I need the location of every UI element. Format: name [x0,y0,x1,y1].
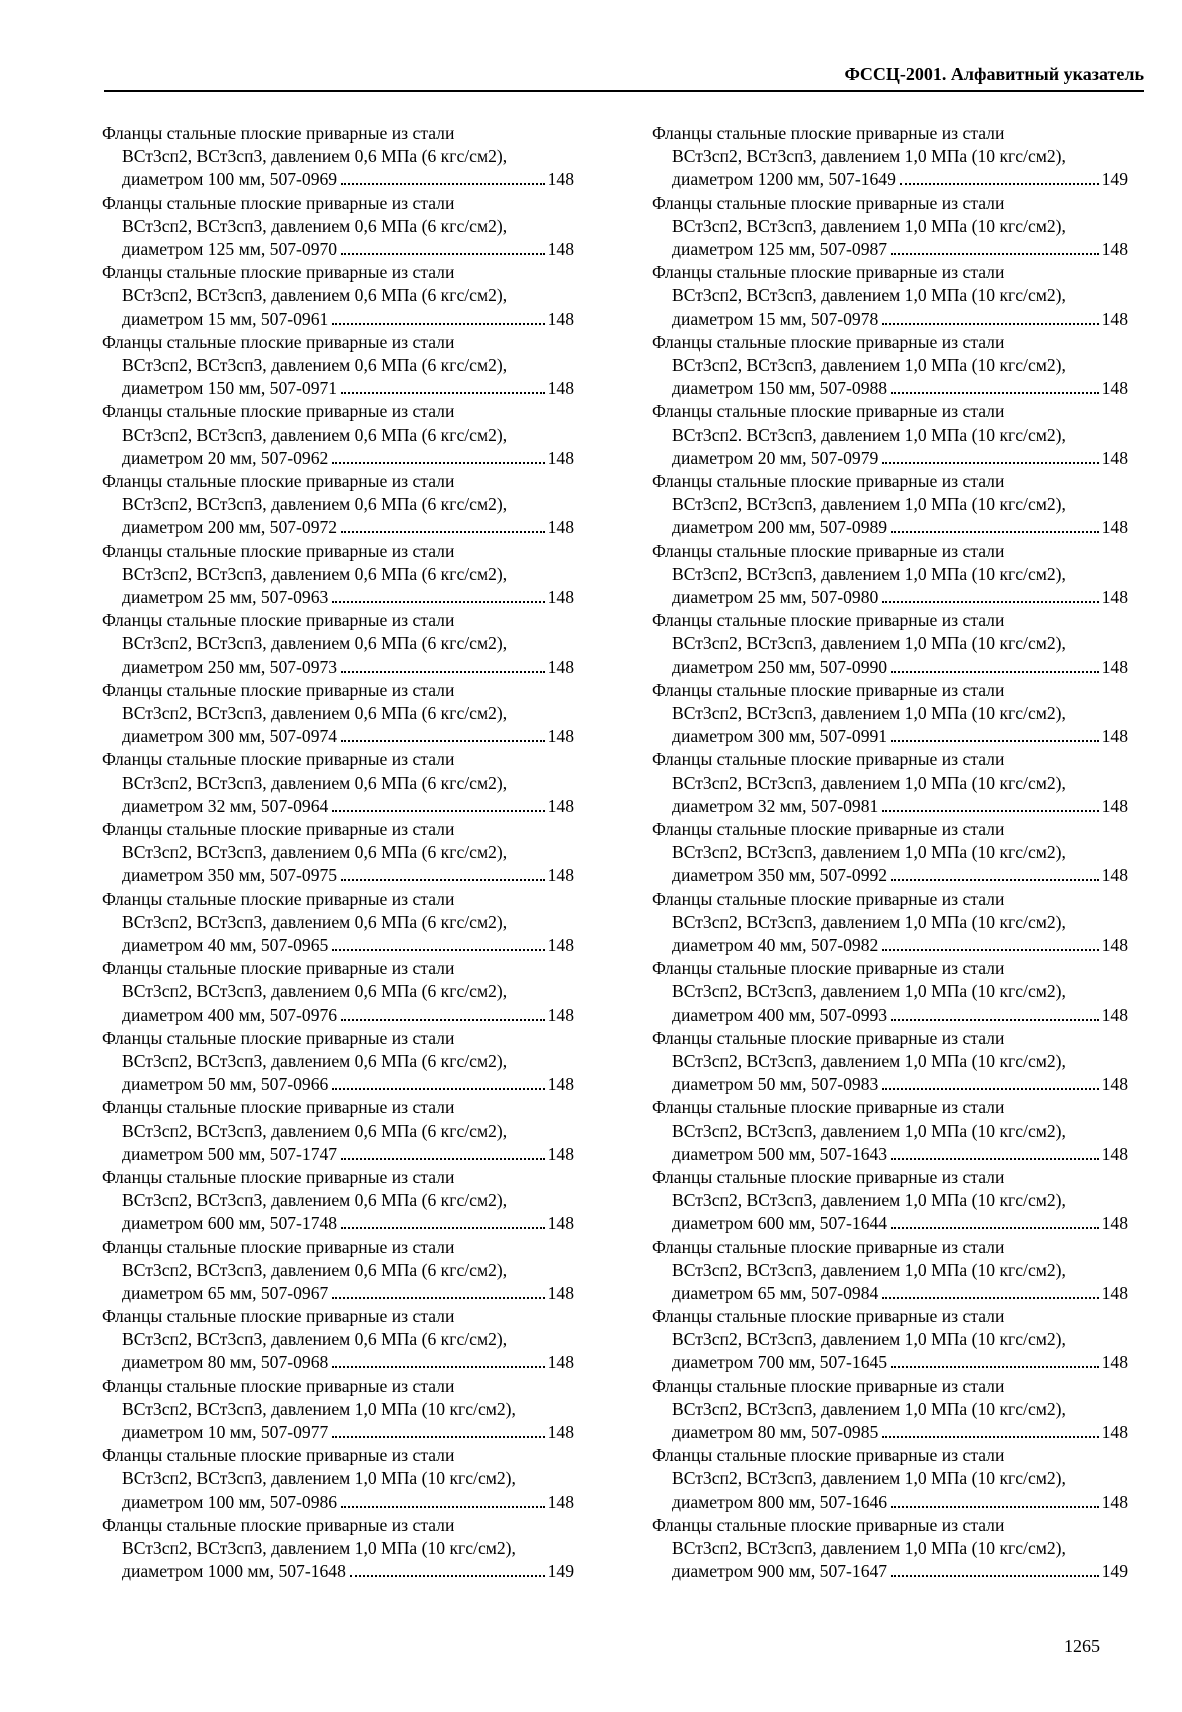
dot-leader [882,810,1098,812]
entry-diameter-code: диаметром 40 мм, 507-0982 [672,934,879,955]
entry-line-3 [652,238,1128,261]
dot-leader [332,601,544,603]
entry-line-1: Фланцы стальные плоские приварные из стали [102,1306,455,1327]
entry-page-ref: 148 [547,1004,574,1025]
entry-line-2: ВСт3сп2, ВСт3сп3, давлением 1,0 МПа (10 кгс/см2), [122,1538,516,1559]
entry-line-2: ВСт3сп2, ВСт3сп3, давлением 0,6 МПа (6 кгс/см2), [122,772,508,793]
entry-line-2: ВСт3сп2, ВСт3сп3, давлением 1,0 МПа (10 кгс/см2), [672,354,1066,375]
entry-line-3 [652,308,1128,331]
entry-line-2: ВСт3сп2, ВСт3сп3, давлением 0,6 МПа (6 кгс/см2), [122,702,508,723]
entry-page-ref: 148 [1101,586,1128,607]
dot-leader [332,810,544,812]
dot-leader [332,1436,544,1438]
entry-line-2: ВСт3сп2, ВСт3сп3, давлением 1,0 МПа (10 кгс/см2), [672,1538,1066,1559]
entry-line-2: ВСт3сп2, ВСт3сп3, давлением 1,0 МПа (10 кгс/см2), [672,702,1066,723]
index-entry [652,679,1128,749]
index-entry [652,400,1128,470]
entry-diameter-code: диаметром 900 мм, 507-1647 [672,1561,888,1582]
entry-line-2: ВСт3сп2, ВСт3сп3, давлением 1,0 МПа (10 кгс/см2), [672,911,1066,932]
index-entry [102,331,574,401]
entry-diameter-code: диаметром 300 мм, 507-0974 [122,726,338,747]
entry-line-1: Фланцы стальные плоские приварные из стали [652,888,1005,909]
index-entry [102,1027,574,1097]
entry-diameter-code: диаметром 600 мм, 507-1644 [672,1213,888,1234]
index-entry [102,1305,574,1375]
entry-line-2: ВСт3сп2, ВСт3сп3, давлением 0,6 МПа (6 кгс/см2), [122,354,508,375]
dot-leader [882,601,1098,603]
dot-leader [332,1297,544,1299]
entry-diameter-code: диаметром 80 мм, 507-0985 [672,1422,879,1443]
entry-line-3 [652,168,1128,191]
entry-page-ref: 148 [547,865,574,886]
entry-line-2: ВСт3сп2, ВСт3сп3, давлением 1,0 МПа (10 кгс/см2), [672,1259,1066,1280]
entry-line-1: Фланцы стальные плоские приварные из стали [102,888,455,909]
entry-line-1: Фланцы стальные плоские приварные из стали [102,1236,455,1257]
entry-line-3 [102,1073,574,1096]
entry-diameter-code: диаметром 50 мм, 507-0983 [672,1074,879,1095]
entry-line-2: ВСт3сп2, ВСт3сп3, давлением 1,0 МПа (10 кгс/см2), [672,1329,1066,1350]
entry-line-2: ВСт3сп2, ВСт3сп3, давлением 1,0 МПа (10 кгс/см2), [672,1120,1066,1141]
entry-diameter-code: диаметром 250 мм, 507-0973 [122,656,338,677]
dot-leader [341,879,545,881]
index-entry [102,1375,574,1445]
entry-page-ref: 149 [1101,1561,1128,1582]
entry-page-ref: 148 [547,1213,574,1234]
entry-diameter-code: диаметром 800 мм, 507-1646 [672,1491,888,1512]
entry-page-ref: 148 [547,726,574,747]
entry-line-3 [652,934,1128,957]
entry-line-3 [102,864,574,887]
entry-line-1: Фланцы стальные плоские приварные из стали [102,401,455,422]
entry-line-3 [652,377,1128,400]
entry-line-3 [102,1004,574,1027]
entry-line-1: Фланцы стальные плоские приварные из стали [652,1027,1005,1048]
dot-leader [332,1088,544,1090]
entry-line-3 [102,377,574,400]
dot-leader [891,879,1099,881]
entry-page-ref: 148 [547,1491,574,1512]
index-entry [652,331,1128,401]
entry-page-ref: 148 [1101,378,1128,399]
entry-line-2: ВСт3сп2, ВСт3сп3, давлением 1,0 МПа (10 кгс/см2), [672,215,1066,236]
entry-line-2: ВСт3сп2, ВСт3сп3, давлением 0,6 МПа (6 кгс/см2), [122,563,508,584]
entry-diameter-code: диаметром 32 мм, 507-0964 [122,795,329,816]
entry-line-2: ВСт3сп2, ВСт3сп3, давлением 1,0 МПа (10 кгс/см2), [672,494,1066,515]
entry-diameter-code: диаметром 1200 мм, 507-1649 [672,169,896,190]
entry-diameter-code: диаметром 15 мм, 507-0978 [672,308,879,329]
entry-line-2: ВСт3сп2, ВСт3сп3, давлением 1,0 МПа (10 кгс/см2), [672,981,1066,1002]
entry-line-2: ВСт3сп2, ВСт3сп3, давлением 1,0 МПа (10 кгс/см2), [672,1190,1066,1211]
index-entry [102,192,574,262]
entry-line-3 [652,1073,1128,1096]
header-rule [104,90,1144,92]
entry-line-3 [652,656,1128,679]
index-entry [102,1166,574,1236]
index-entry [652,261,1128,331]
entry-line-3 [652,1491,1128,1514]
entry-diameter-code: диаметром 600 мм, 507-1748 [122,1213,338,1234]
entry-page-ref: 148 [1101,238,1128,259]
index-entry [652,1444,1128,1514]
entry-diameter-code: диаметром 20 мм, 507-0979 [672,447,879,468]
entry-line-1: Фланцы стальные плоские приварные из стали [652,262,1005,283]
entry-line-3 [652,1004,1128,1027]
entry-line-3 [652,1560,1128,1583]
entry-line-3 [102,516,574,539]
dot-leader [882,323,1098,325]
entry-line-3 [102,795,574,818]
entry-diameter-code: диаметром 100 мм, 507-0969 [122,169,338,190]
entry-line-1: Фланцы стальные плоские приварные из стали [102,331,455,352]
index-entry [102,122,574,192]
dot-leader [891,531,1099,533]
entry-diameter-code: диаметром 50 мм, 507-0966 [122,1074,329,1095]
entry-line-3 [102,1491,574,1514]
entry-diameter-code: диаметром 25 мм, 507-0980 [672,586,879,607]
entry-line-1: Фланцы стальные плоские приварные из стали [102,958,455,979]
index-entry [102,261,574,331]
dot-leader [341,531,545,533]
entry-line-1: Фланцы стальные плоские приварные из стали [652,749,1005,770]
index-entry [102,1096,574,1166]
entry-line-1: Фланцы стальные плоские приварные из стали [652,1445,1005,1466]
entry-diameter-code: диаметром 300 мм, 507-0991 [672,726,888,747]
entry-page-ref: 148 [547,934,574,955]
entry-line-1: Фланцы стальные плоские приварные из стали [102,1166,455,1187]
entry-line-3 [102,168,574,191]
entry-page-ref: 148 [547,238,574,259]
dot-leader [891,1227,1099,1229]
entry-line-2: ВСт3сп2, ВСт3сп3, давлением 1,0 МПа (10 кгс/см2), [672,772,1066,793]
dot-leader [891,671,1099,673]
entry-page-ref: 148 [547,1422,574,1443]
entry-diameter-code: диаметром 400 мм, 507-0976 [122,1004,338,1025]
entry-page-ref: 148 [547,447,574,468]
dot-leader [882,949,1098,951]
entry-diameter-code: диаметром 250 мм, 507-0990 [672,656,888,677]
entry-line-3 [652,864,1128,887]
entry-line-1: Фланцы стальные плоские приварные из стали [652,192,1005,213]
entry-diameter-code: диаметром 200 мм, 507-0989 [672,517,888,538]
index-entry [652,1236,1128,1306]
index-entry [652,540,1128,610]
dot-leader [891,253,1099,255]
entry-line-3 [102,238,574,261]
dot-leader [341,183,545,185]
entry-line-1: Фланцы стальные плоские приварные из стали [652,679,1005,700]
entry-line-2: ВСт3сп2, ВСт3сп3, давлением 1,0 МПа (10 кгс/см2), [672,146,1066,167]
entry-line-1: Фланцы стальные плоские приварные из стали [652,470,1005,491]
entry-page-ref: 148 [1101,1422,1128,1443]
index-entry [652,1166,1128,1236]
entry-page-ref: 148 [1101,1491,1128,1512]
dot-leader [341,1158,545,1160]
entry-diameter-code: диаметром 1000 мм, 507-1648 [122,1561,346,1582]
entry-line-2: ВСт3сп2, ВСт3сп3, давлением 0,6 МПа (6 кгс/см2), [122,842,508,863]
entry-page-ref: 148 [547,1143,574,1164]
entry-line-3 [652,725,1128,748]
entry-page-ref: 148 [547,656,574,677]
dot-leader [900,183,1099,185]
entry-page-ref: 148 [1101,1004,1128,1025]
entry-line-2: ВСт3сп2. ВСт3сп3, давлением 1,0 МПа (10 кгс/см2), [672,424,1066,445]
entry-line-1: Фланцы стальные плоские приварные из стали [102,1097,455,1118]
dot-leader [891,1019,1099,1021]
entry-page-ref: 148 [1101,1213,1128,1234]
entry-line-3 [652,795,1128,818]
entry-page-ref: 148 [547,1074,574,1095]
index-entry [652,957,1128,1027]
dot-leader [350,1575,545,1577]
entry-line-1: Фланцы стальные плоские приварные из стали [102,1375,455,1396]
entry-page-ref: 148 [1101,865,1128,886]
entry-page-ref: 148 [1101,795,1128,816]
entry-line-2: ВСт3сп2, ВСт3сп3, давлением 1,0 МПа (10 кгс/см2), [672,1050,1066,1071]
index-entry [102,888,574,958]
entry-line-3 [652,1351,1128,1374]
dot-leader [332,949,544,951]
entry-line-1: Фланцы стальные плоские приварные из стали [102,610,455,631]
entry-line-1: Фланцы стальные плоские приварные из стали [652,958,1005,979]
index-entry [102,609,574,679]
entry-diameter-code: диаметром 80 мм, 507-0968 [122,1352,329,1373]
entry-line-3 [102,725,574,748]
index-entry [102,400,574,470]
entry-diameter-code: диаметром 500 мм, 507-1747 [122,1143,338,1164]
entry-page-ref: 148 [547,517,574,538]
index-entry [652,470,1128,540]
dot-leader [341,740,545,742]
index-entry [652,192,1128,262]
entry-line-2: ВСт3сп2, ВСт3сп3, давлением 0,6 МПа (6 кгс/см2), [122,1259,508,1280]
entry-page-ref: 148 [1101,447,1128,468]
index-column-left [102,122,574,1583]
entry-line-3 [102,1560,574,1583]
entry-line-1: Фланцы стальные плоские приварные из стали [652,1375,1005,1396]
entry-line-2: ВСт3сп2, ВСт3сп3, давлением 0,6 МПа (6 кгс/см2), [122,146,508,167]
entry-line-2: ВСт3сп2, ВСт3сп3, давлением 1,0 МПа (10 кгс/см2), [122,1398,516,1419]
entry-line-1: Фланцы стальные плоские приварные из стали [652,123,1005,143]
index-entry [102,679,574,749]
entry-line-1: Фланцы стальные плоские приварные из стали [652,1514,1005,1535]
dot-leader [332,462,544,464]
dot-leader [891,392,1099,394]
entry-diameter-code: диаметром 125 мм, 507-0987 [672,238,888,259]
entry-page-ref: 148 [1101,934,1128,955]
index-entry [652,609,1128,679]
entry-line-3 [102,934,574,957]
dot-leader [332,1366,544,1368]
index-entry [102,1444,574,1514]
entry-page-ref: 148 [547,1352,574,1373]
entry-line-2: ВСт3сп2, ВСт3сп3, давлением 1,0 МПа (10 кгс/см2), [672,1398,1066,1419]
entry-line-2: ВСт3сп2, ВСт3сп3, давлением 0,6 МПа (6 кгс/см2), [122,1120,508,1141]
entry-line-1: Фланцы стальные плоские приварные из стали [102,123,455,143]
entry-line-2: ВСт3сп2, ВСт3сп3, давлением 0,6 МПа (6 кгс/см2), [122,911,508,932]
index-entry [102,818,574,888]
entry-line-1: Фланцы стальные плоские приварные из стали [652,1166,1005,1187]
entry-line-1: Фланцы стальные плоские приварные из стали [102,1445,455,1466]
dot-leader [341,392,545,394]
dot-leader [882,1088,1098,1090]
entry-line-1: Фланцы стальные плоские приварные из стали [102,470,455,491]
entry-diameter-code: диаметром 40 мм, 507-0965 [122,934,329,955]
entry-diameter-code: диаметром 500 мм, 507-1643 [672,1143,888,1164]
entry-page-ref: 149 [547,1561,574,1582]
entry-line-1: Фланцы стальные плоские приварные из стали [102,1027,455,1048]
dot-leader [882,462,1098,464]
entry-line-3 [652,1143,1128,1166]
entry-line-1: Фланцы стальные плоские приварные из стали [102,262,455,283]
entry-diameter-code: диаметром 32 мм, 507-0981 [672,795,879,816]
dot-leader [891,1158,1099,1160]
dot-leader [341,1019,545,1021]
entry-line-1: Фланцы стальные плоские приварные из стали [652,610,1005,631]
index-entry [652,1514,1128,1584]
dot-leader [341,1227,545,1229]
entry-diameter-code: диаметром 200 мм, 507-0972 [122,517,338,538]
entry-diameter-code: диаметром 150 мм, 507-0971 [122,378,338,399]
entry-line-2: ВСт3сп2, ВСт3сп3, давлением 1,0 МПа (10 кгс/см2), [672,1468,1066,1489]
entry-diameter-code: диаметром 700 мм, 507-1645 [672,1352,888,1373]
entry-line-3 [102,1143,574,1166]
entry-diameter-code: диаметром 25 мм, 507-0963 [122,586,329,607]
entry-diameter-code: диаметром 10 мм, 507-0977 [122,1422,329,1443]
index-entry [102,1236,574,1306]
index-entry [102,470,574,540]
entry-line-2: ВСт3сп2, ВСт3сп3, давлением 1,0 МПа (10 кгс/см2), [672,563,1066,584]
index-entry [652,748,1128,818]
entry-line-3 [652,447,1128,470]
entry-line-1: Фланцы стальные плоские приварные из стали [652,1236,1005,1257]
entry-line-2: ВСт3сп2, ВСт3сп3, давлением 0,6 МПа (6 кгс/см2), [122,633,508,654]
entry-page-ref: 148 [1101,1352,1128,1373]
entry-line-3 [102,586,574,609]
entry-line-3 [652,1282,1128,1305]
entry-line-1: Фланцы стальные плоские приварные из стали [102,1514,455,1535]
entry-diameter-code: диаметром 350 мм, 507-0975 [122,865,338,886]
entry-page-ref: 148 [547,169,574,190]
entry-line-1: Фланцы стальные плоские приварные из стали [652,1306,1005,1327]
dot-leader [341,253,545,255]
entry-line-2: ВСт3сп2, ВСт3сп3, давлением 0,6 МПа (6 кгс/см2), [122,285,508,306]
entry-line-1: Фланцы стальные плоские приварные из стали [652,1097,1005,1118]
entry-line-1: Фланцы стальные плоские приварные из стали [652,540,1005,561]
entry-line-1: Фланцы стальные плоские приварные из стали [102,818,455,839]
entry-page-ref: 148 [1101,517,1128,538]
entry-page-ref: 148 [547,586,574,607]
entry-line-3 [652,1421,1128,1444]
index-entry [652,818,1128,888]
entry-diameter-code: диаметром 65 мм, 507-0984 [672,1282,879,1303]
entry-page-ref: 148 [1101,656,1128,677]
index-entry [652,1305,1128,1375]
entry-line-1: Фланцы стальные плоские приварные из стали [652,331,1005,352]
entry-line-3 [652,516,1128,539]
dot-leader [332,323,544,325]
index-entry [652,1375,1128,1445]
index-entry [102,957,574,1027]
entry-page-ref: 148 [547,1282,574,1303]
entry-line-3 [102,656,574,679]
entry-line-3 [102,1351,574,1374]
entry-line-2: ВСт3сп2, ВСт3сп3, давлением 0,6 МПа (6 кгс/см2), [122,1329,508,1350]
dot-leader [891,740,1099,742]
index-entry [652,888,1128,958]
entry-diameter-code: диаметром 15 мм, 507-0961 [122,308,329,329]
dot-leader [341,1506,545,1508]
entry-page-ref: 148 [547,795,574,816]
entry-line-2: ВСт3сп2, ВСт3сп3, давлением 1,0 МПа (10 кгс/см2), [672,842,1066,863]
entry-line-1: Фланцы стальные плоские приварные из стали [102,540,455,561]
entry-line-2: ВСт3сп2, ВСт3сп3, давлением 0,6 МПа (6 кгс/см2), [122,424,508,445]
dot-leader [891,1506,1099,1508]
entry-line-2: ВСт3сп2, ВСт3сп3, давлением 0,6 МПа (6 кгс/см2), [122,215,508,236]
index-entry [652,1096,1128,1166]
index-entry [652,1027,1128,1097]
entry-line-1: Фланцы стальные плоские приварные из стали [102,192,455,213]
entry-line-2: ВСт3сп2, ВСт3сп3, давлением 0,6 МПа (6 кгс/см2), [122,494,508,515]
page-number: 1265 [1064,1636,1100,1656]
entry-diameter-code: диаметром 100 мм, 507-0986 [122,1491,338,1512]
entry-diameter-code: диаметром 350 мм, 507-0992 [672,865,888,886]
entry-diameter-code: диаметром 65 мм, 507-0967 [122,1282,329,1303]
entry-page-ref: 148 [547,308,574,329]
running-header: ФССЦ-2001. Алфавитный указатель [844,64,1144,84]
entry-page-ref: 149 [1101,169,1128,190]
entry-page-ref: 148 [1101,308,1128,329]
entry-line-3 [652,586,1128,609]
entry-line-3 [652,1212,1128,1235]
entry-line-3 [102,1282,574,1305]
entry-diameter-code: диаметром 150 мм, 507-0988 [672,378,888,399]
entry-line-2: ВСт3сп2, ВСт3сп3, давлением 0,6 МПа (6 кгс/см2), [122,1050,508,1071]
entry-line-3 [102,308,574,331]
dot-leader [341,671,545,673]
entry-diameter-code: диаметром 125 мм, 507-0970 [122,238,338,259]
entry-page-ref: 148 [547,378,574,399]
index-entry [102,540,574,610]
entry-line-2: ВСт3сп2, ВСт3сп3, давлением 1,0 МПа (10 кгс/см2), [122,1468,516,1489]
entry-page-ref: 148 [1101,1282,1128,1303]
entry-line-2: ВСт3сп2, ВСт3сп3, давлением 1,0 МПа (10 кгс/см2), [672,633,1066,654]
entry-page-ref: 148 [1101,726,1128,747]
entry-line-1: Фланцы стальные плоские приварные из стали [102,749,455,770]
entry-line-2: ВСт3сп2, ВСт3сп3, давлением 1,0 МПа (10 кгс/см2), [672,285,1066,306]
dot-leader [882,1297,1098,1299]
entry-line-1: Фланцы стальные плоские приварные из стали [102,679,455,700]
entry-line-2: ВСт3сп2, ВСт3сп3, давлением 0,6 МПа (6 кгс/см2), [122,1190,508,1211]
entry-page-ref: 148 [1101,1074,1128,1095]
entry-line-2: ВСт3сп2, ВСт3сп3, давлением 0,6 МПа (6 кгс/см2), [122,981,508,1002]
entry-diameter-code: диаметром 400 мм, 507-0993 [672,1004,888,1025]
entry-line-1: Фланцы стальные плоские приварные из стали [652,401,1005,422]
entry-diameter-code: диаметром 20 мм, 507-0962 [122,447,329,468]
index-entry [102,1514,574,1584]
entry-line-3 [102,1212,574,1235]
entry-line-1: Фланцы стальные плоские приварные из стали [652,818,1005,839]
index-entry [102,748,574,818]
entry-page-ref: 148 [1101,1143,1128,1164]
index-column-right [652,122,1128,1583]
entry-line-3 [102,447,574,470]
dot-leader [891,1575,1099,1577]
index-entry [652,122,1128,192]
dot-leader [882,1436,1098,1438]
entry-line-3 [102,1421,574,1444]
dot-leader [891,1366,1099,1368]
